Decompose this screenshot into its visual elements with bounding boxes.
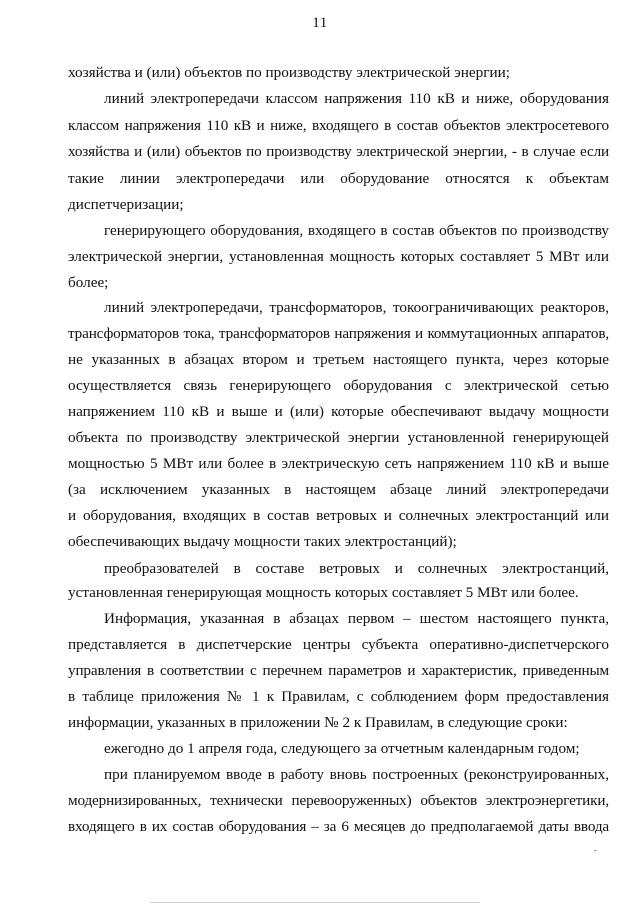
text-line: установленная генерирующая мощность которых составляет 5 МВт или более. <box>68 584 579 601</box>
text-line: такие линии электропередачи или оборудование относятся к объектам <box>68 170 609 187</box>
text-line: входящего в их состав оборудования – за 6 месяцев до предполагаемой даты ввода <box>68 818 609 835</box>
text-line: классом напряжения 110 кВ и ниже, входящего в состав объектов электросетевого <box>68 117 609 134</box>
text-line: преобразователей в составе ветровых и солнечных электростанций, <box>104 560 609 577</box>
text-line: представляется в диспетчерские центры субъекта оперативно-диспетчерского <box>68 636 609 653</box>
text-line: мощностью 5 МВт или более в электрическую сеть напряжением 110 кВ и выше <box>68 455 609 472</box>
text-line: диспетчеризации; <box>68 196 184 213</box>
text-line: в таблице приложения № 1 к Правилам, с соблюдением форм предоставления <box>68 688 609 705</box>
text-line: линий электропередачи классом напряжения 110 кВ и ниже, оборудования <box>104 90 609 107</box>
text-line: и оборудования, входящих в состав ветровых и солнечных электростанций или <box>68 507 609 524</box>
text-line: генерирующего оборудования, входящего в состав объектов по производству <box>104 222 609 239</box>
text-line: осуществляется связь генерирующего оборудования с электрической сетью <box>68 377 609 394</box>
text-line: ежегодно до 1 апреля года, следующего за отчетным календарным годом; <box>104 740 580 757</box>
text-line: трансформаторов тока, трансформаторов напряжения и коммутационных аппаратов, <box>68 325 609 342</box>
text-line: при планируемом вводе в работу вновь построенных (реконструированных, <box>104 766 609 783</box>
text-line: объекта по производству электрической энергии установленной генерирующей <box>68 429 609 446</box>
text-line: напряжением 110 кВ и выше и (или) которые обеспечивают выдачу мощности <box>68 403 609 420</box>
scan-edge <box>150 902 480 903</box>
text-line: (за исключением указанных в настоящем абзаце линий электропередачи <box>68 481 609 498</box>
text-line: управления в соответствии с перечнем параметров и характеристик, приведенным <box>68 662 609 679</box>
scan-speck <box>594 850 596 851</box>
text-line: не указанных в абзацах втором и третьем настоящего пункта, через которые <box>68 351 609 368</box>
text-line: Информация, указанная в абзацах первом – шестом настоящего пункта, <box>104 610 609 627</box>
text-line: хозяйства и (или) объектов по производству электрической энергии; <box>68 64 510 81</box>
text-line: линий электропередачи, трансформаторов, токоограничивающих реакторов, <box>104 299 609 316</box>
text-line: информации, указанных в приложении № 2 к Правилам, в следующие сроки: <box>68 714 568 731</box>
text-line: модернизированных, технически перевооруженных) объектов электроэнергетики, <box>68 792 609 809</box>
text-line: электрической энергии, установленная мощность которых составляет 5 МВт или <box>68 248 609 265</box>
text-line: хозяйства и (или) объектов по производству электрической энергии, - в случае если <box>68 143 609 160</box>
text-line: обеспечивающих выдачу мощности таких электростанций); <box>68 533 457 550</box>
text-line: более; <box>68 274 109 291</box>
page-number: 11 <box>312 15 328 31</box>
